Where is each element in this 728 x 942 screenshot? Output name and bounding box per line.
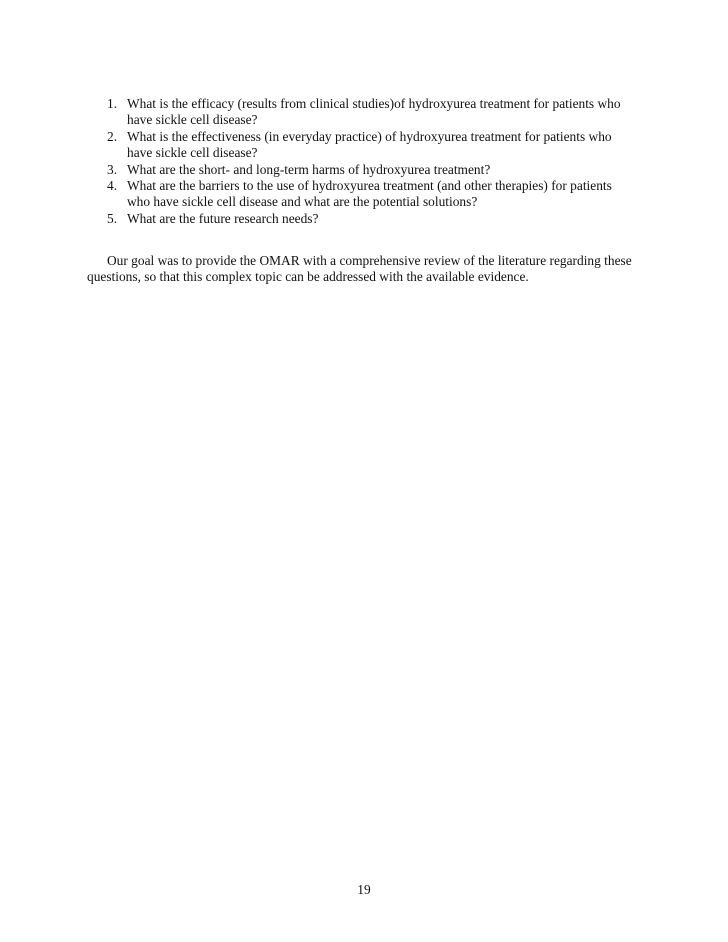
question-text: What is the efficacy (results from clinical studies)of hydroxyurea treatment for patients who have sickle cell disease? — [127, 96, 621, 128]
question-number: 2. — [107, 128, 118, 144]
question-number: 3. — [107, 161, 118, 177]
question-text: What are the short- and long-term harms of hydroxyurea treatment? — [127, 161, 491, 177]
page-number: 19 — [357, 882, 371, 897]
question-text: What are the barriers to the use of hydroxyurea treatment (and other therapies) for patients who have sickle cell disease and what are the potential solutions? — [127, 178, 612, 210]
question-item-5 — [0, 211, 637, 227]
question-item-3 — [0, 162, 637, 178]
question-number: 1. — [107, 96, 118, 111]
question-text: What is the effectiveness (in everyday practice) of hydroxyurea treatment for patients who have sickle cell disease? — [127, 128, 612, 161]
question-text: What are the future research needs? — [127, 210, 319, 226]
question-number: 5. — [107, 210, 118, 226]
question-number: 4. — [107, 178, 118, 194]
question-item-4 — [0, 178, 637, 211]
key-questions-list — [0, 96, 728, 227]
question-item-1 — [0, 96, 637, 129]
goal-paragraph: Our goal was to provide the OMAR with a comprehensive review of the literature regarding these questions, so that this complex topic can be addressed with the available evidence. — [87, 253, 632, 285]
question-item-2 — [0, 129, 637, 162]
